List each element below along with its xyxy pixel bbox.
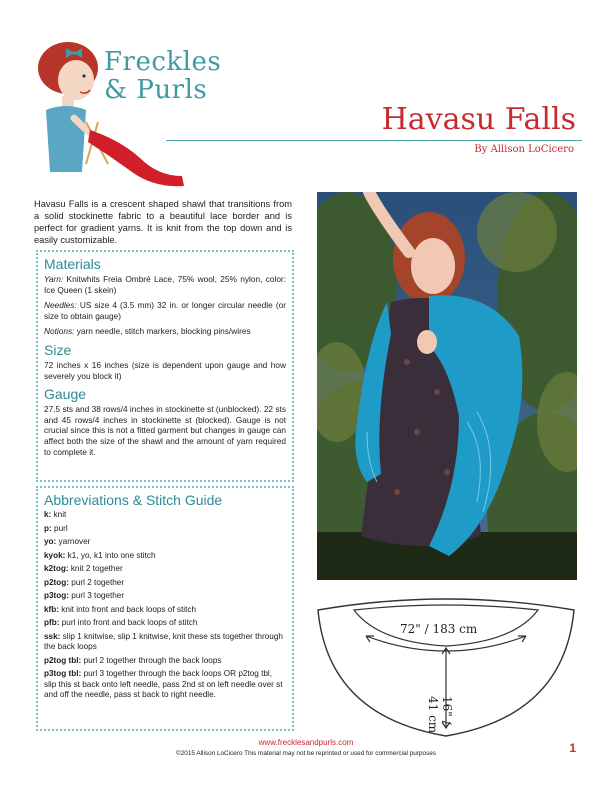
depth-label: 16" / 41 cm: [426, 696, 454, 734]
abbr-item: [44, 656, 286, 667]
needles-line: [44, 300, 286, 321]
abbr-def: purl 3 together: [69, 591, 125, 600]
abbr-term: p2tog tbl:: [44, 655, 82, 665]
abbr-term: pfb:: [44, 618, 60, 627]
abbr-item: [44, 578, 286, 589]
pattern-title: Havasu Falls: [381, 102, 576, 137]
abbr-item: [44, 510, 286, 521]
notions-label: Notions:: [44, 326, 75, 337]
abbr-item: [44, 551, 286, 562]
gauge-text: 27.5 sts and 38 rows/4 inches in stockinette st (unblocked). 22 sts and 45 rows/4 inches in stockinette st (blocked). Gauge is not crucial since this is not a fitted garment but changes in gauge can affect both the size of the shawl and the amount of yarn required to complete it.: [44, 404, 286, 457]
abbreviations-heading: Abbreviations & Stitch Guide: [44, 492, 223, 508]
abbr-def: knit: [51, 510, 67, 519]
yarn-line: [44, 274, 286, 295]
notions-text: yarn needle, stitch markers, blocking pins/wires: [74, 326, 251, 337]
yarn-text: Knitwhits Freia Ombré Lace, 75% wool, 25% nylon, color: Ice Queen (1 skein): [44, 274, 286, 295]
needles-text: US size 4 (3.5 mm) 32 in. or longer circular needle (or size to obtain gauge): [44, 300, 286, 321]
title-rule: [166, 140, 582, 141]
abbr-def: yarnover: [56, 537, 91, 546]
abbr-def: slip 1 knitwise, slip 1 knitwise, knit these sts together through the back loops: [44, 631, 283, 651]
size-text: 72 inches x 16 inches (size is dependent upon gauge and how severely you block it): [44, 359, 286, 381]
materials-heading: Materials: [44, 256, 101, 272]
abbr-def: purl 3 together through the back loops OR p2tog tbl, slip this st back onto left needle, pass 2nd st on left needle over st and off the needle, pass st back to right needle.: [44, 669, 283, 699]
abbreviations-list: [44, 510, 286, 701]
abbr-term: yo:: [44, 537, 57, 546]
abbr-term: k2tog:: [44, 564, 69, 573]
model-photo: [317, 192, 577, 580]
abbr-item: [44, 669, 286, 701]
width-label: 72" / 183 cm: [400, 622, 478, 636]
abbr-def: purl: [51, 523, 68, 533]
abbr-def: purl 2 together through the back loops: [81, 655, 222, 665]
abbr-def: knit into front and back loops of stitch: [59, 604, 197, 614]
abbr-def: k1, yo, k1 into one stitch: [65, 550, 156, 560]
abbr-item: [44, 591, 286, 602]
gauge-heading: Gauge: [44, 386, 87, 403]
abbr-term: p3tog tbl:: [44, 669, 82, 678]
abbr-term: p:: [44, 523, 52, 533]
size-heading: Size: [44, 341, 72, 358]
abbreviations-box: [36, 486, 294, 731]
abbr-item: [44, 564, 286, 575]
abbr-item: [44, 524, 286, 535]
abbr-term: kyok:: [44, 550, 66, 560]
abbr-def: purl into front and back loops of stitch: [59, 618, 198, 627]
abbr-item: [44, 618, 286, 629]
yarn-label: Yarn:: [44, 274, 64, 284]
abbr-term: kfb:: [44, 604, 60, 614]
intro-paragraph: Havasu Falls is a crescent shaped shawl that transitions from a solid stockinette fabric to a beautiful lace border and is perfect for gradient yarns. It is knit from the top down and is easily customizable.: [34, 199, 292, 245]
footer-copyright: ©2015 Allison LoCicero This material may not be reprinted or used for commercial purposes: [176, 750, 436, 757]
byline: By Allison LoCicero: [474, 144, 574, 155]
abbr-def: purl 2 together: [69, 577, 125, 587]
needles-label: Needles:: [44, 300, 77, 311]
abbr-term: p2tog:: [44, 577, 70, 587]
brand-name: [104, 48, 221, 104]
abbr-def: knit 2 together: [68, 564, 123, 573]
footer-url[interactable]: www.frecklesandpurls.com: [258, 738, 354, 747]
abbr-item: [44, 537, 286, 548]
page-number: 1: [569, 741, 576, 755]
abbr-item: [44, 632, 286, 653]
notions-line: [44, 326, 286, 337]
abbr-term: ssk:: [44, 631, 61, 641]
brand-line-1: Freckles: [104, 47, 222, 77]
brand-line-2: & Purls: [104, 75, 208, 105]
abbr-term: p3tog:: [44, 591, 70, 600]
abbr-term: k:: [44, 510, 52, 519]
abbr-item: [44, 605, 286, 616]
materials-box: [36, 250, 294, 482]
